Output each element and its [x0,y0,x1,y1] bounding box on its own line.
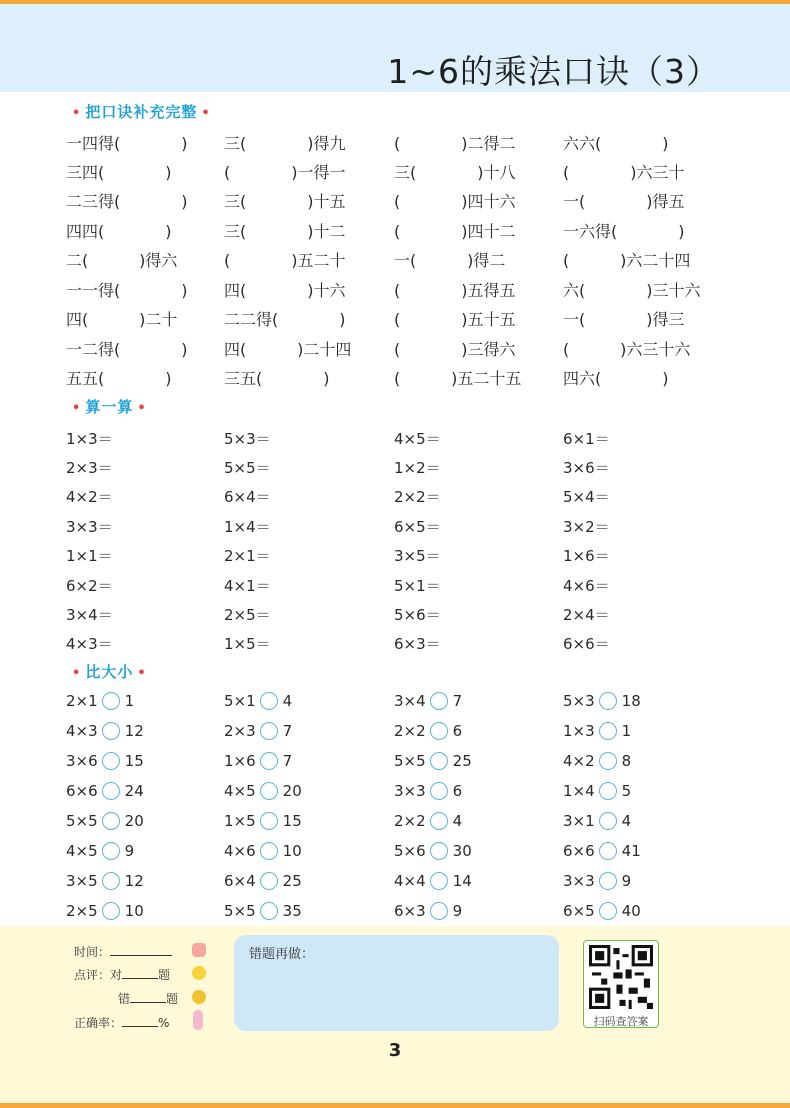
compare-left: 2×3 [224,722,256,740]
fill-item[interactable]: ( )四十二 [394,222,516,241]
wrong-label: 错 [118,992,131,1006]
compare-right: 8 [621,752,632,770]
compare-left: 1×6 [224,752,256,770]
section-compare-label: 比大小 [85,663,134,681]
calc-item[interactable]: 4×5＝ [394,430,441,448]
fill-item[interactable]: ( )二得二 [394,134,516,153]
compare-item [394,902,462,920]
compare-right: 40 [621,902,641,920]
compare-left: 2×2 [394,722,426,740]
compare-item [66,722,144,740]
page-title: 1~6的乘法口诀（3） [387,52,720,91]
compare-circle-input[interactable] [599,752,617,770]
compare-right: 4 [282,692,293,710]
calc-item[interactable]: 4×1＝ [224,577,271,595]
calc-item[interactable]: 6×1＝ [563,430,610,448]
compare-item [224,782,302,800]
accuracy-label: 正确率： [74,1016,123,1030]
compare-item [224,752,292,770]
compare-item [563,722,631,740]
bullet-dot: • [137,666,147,681]
compare-item [224,872,302,890]
compare-left: 6×5 [563,902,595,920]
section-calc-title [68,396,151,417]
fill-item[interactable]: 一六得( ) [563,222,685,241]
compare-right: 7 [452,692,463,710]
calc-item[interactable]: 5×1＝ [394,577,441,595]
compare-right: 24 [124,782,144,800]
pig-icon [192,943,206,957]
calc-item[interactable]: 6×4＝ [224,488,271,506]
fill-item[interactable]: ( )六三十 [563,163,685,182]
compare-item [224,692,292,710]
compare-left: 5×5 [66,812,98,830]
compare-item [394,812,462,830]
compare-item [66,842,134,860]
compare-item [563,752,631,770]
fill-item[interactable]: 三( )得九 [224,134,346,153]
compare-circle-input[interactable] [102,842,120,860]
fill-item[interactable]: 二( )得六 [66,251,178,270]
compare-right: 20 [282,782,302,800]
calc-item[interactable]: 2×5＝ [224,606,271,624]
fill-item[interactable]: 三四( ) [66,163,172,182]
compare-item [224,842,302,860]
retry-label: 错题再做： [249,947,315,962]
fill-item[interactable]: ( )五二十 [224,251,346,270]
fill-item[interactable]: 六六( ) [563,134,669,153]
fill-item[interactable]: ( )四十六 [394,192,516,211]
compare-item [394,872,472,890]
compare-item [563,812,631,830]
fill-item[interactable]: ( )五二十五 [394,369,522,388]
fill-item[interactable]: 三( )十五 [224,192,346,211]
compare-right: 7 [282,722,293,740]
compare-circle-input[interactable] [599,902,617,920]
fill-item[interactable]: 四六( ) [563,369,669,388]
compare-left: 3×3 [394,782,426,800]
fill-item[interactable]: 一( )得三 [563,310,685,329]
calc-item[interactable]: 1×1＝ [66,547,113,565]
compare-right: 14 [452,872,472,890]
compare-left: 4×3 [66,722,98,740]
header-banner [0,4,790,92]
compare-left: 4×5 [224,782,256,800]
calc-item[interactable]: 5×5＝ [224,459,271,477]
compare-circle-input[interactable] [599,812,617,830]
compare-circle-input[interactable] [430,842,448,860]
compare-left: 2×1 [66,692,98,710]
compare-right: 25 [452,752,472,770]
compare-item [394,842,472,860]
calc-item[interactable]: 6×6＝ [563,635,610,653]
compare-left: 3×1 [563,812,595,830]
compare-item [66,812,144,830]
compare-left: 5×5 [224,902,256,920]
compare-left: 6×3 [394,902,426,920]
calc-item[interactable]: 1×5＝ [224,635,271,653]
calc-item[interactable]: 2×1＝ [224,547,271,565]
compare-circle-input[interactable] [260,752,278,770]
fill-item[interactable]: 一二得( ) [66,340,188,359]
section-fill-label: 把口诀补充完整 [85,103,198,121]
compare-circle-input[interactable] [102,692,120,710]
calc-item[interactable]: 5×4＝ [563,488,610,506]
compare-item [66,872,144,890]
compare-item [394,692,462,710]
compare-right: 9 [124,842,135,860]
compare-right: 7 [282,752,293,770]
compare-left: 5×1 [224,692,256,710]
compare-left: 5×5 [394,752,426,770]
compare-item [394,782,462,800]
compare-item [66,782,144,800]
fill-item[interactable]: 二二得( ) [224,310,346,329]
fill-item[interactable]: 一一得( ) [66,281,188,300]
time-label: 时间： [74,945,111,959]
compare-right: 6 [452,782,463,800]
compare-right: 9 [621,872,632,890]
fill-item[interactable]: ( )六二十四 [563,251,691,270]
calc-item[interactable]: 3×5＝ [394,547,441,565]
review-label: 点评：对 [74,968,123,982]
calc-item[interactable]: 6×5＝ [394,518,441,536]
compare-left: 6×4 [224,872,256,890]
calc-item[interactable]: 4×3＝ [66,635,113,653]
compare-item [224,902,302,920]
compare-circle-input[interactable] [430,872,448,890]
sad-icon [192,990,206,1004]
correct-blank[interactable] [122,967,158,979]
compare-left: 3×6 [66,752,98,770]
compare-left: 4×6 [224,842,256,860]
fill-item[interactable]: 一( )得二 [394,251,506,270]
fill-item[interactable]: ( )三得六 [394,340,516,359]
compare-item [563,872,631,890]
compare-right: 15 [282,812,302,830]
compare-right: 6 [452,722,463,740]
calc-item[interactable]: 3×6＝ [563,459,610,477]
fill-item[interactable]: 五五( ) [66,369,172,388]
page-number: 3 [388,1040,402,1061]
bullet-dot: • [72,401,82,416]
fill-item[interactable]: 四( )二十四 [224,340,352,359]
compare-circle-input[interactable] [260,842,278,860]
ti-label: 题 [158,968,171,982]
compare-circle-input[interactable] [599,722,617,740]
calc-item[interactable]: 6×3＝ [394,635,441,653]
compare-left: 4×5 [66,842,98,860]
smile-icon [192,966,206,980]
fill-item[interactable]: 四( )十六 [224,281,346,300]
accuracy-row [74,1014,169,1031]
calc-item[interactable]: 1×6＝ [563,547,610,565]
compare-circle-input[interactable] [260,692,278,710]
fill-item[interactable]: 三( )十八 [394,163,516,182]
compare-circle-input[interactable] [599,842,617,860]
compare-circle-input[interactable] [430,812,448,830]
wrong-blank[interactable] [130,991,166,1003]
compare-right: 41 [621,842,641,860]
compare-right: 9 [452,902,463,920]
compare-item [563,692,641,710]
compare-left: 5×3 [563,692,595,710]
bottom-border [0,1103,790,1108]
fill-item[interactable]: 三五( ) [224,369,330,388]
compare-circle-input[interactable] [260,782,278,800]
retry-box[interactable] [234,935,559,1031]
compare-left: 3×3 [563,872,595,890]
compare-circle-input[interactable] [102,752,120,770]
fill-item[interactable]: ( )五十五 [394,310,516,329]
wrong-row [118,990,178,1007]
compare-circle-input[interactable] [260,722,278,740]
compare-circle-input[interactable] [430,902,448,920]
fill-item[interactable]: 三( )十二 [224,222,346,241]
calc-item[interactable]: 1×4＝ [224,518,271,536]
compare-right: 10 [282,842,302,860]
compare-left: 1×4 [563,782,595,800]
compare-item [394,722,462,740]
compare-circle-input[interactable] [102,872,120,890]
calc-item[interactable]: 1×3＝ [66,430,113,448]
compare-left: 3×5 [66,872,98,890]
calc-item[interactable]: 3×2＝ [563,518,610,536]
compare-circle-input[interactable] [102,812,120,830]
compare-circle-input[interactable] [599,872,617,890]
time-blank[interactable] [110,944,172,956]
compare-right: 12 [124,872,144,890]
rabbit-icon [193,1010,203,1030]
section-calc-label: 算一算 [85,398,134,416]
ti-label: 题 [166,992,179,1006]
calc-item[interactable]: 2×2＝ [394,488,441,506]
compare-right: 15 [124,752,144,770]
calc-item[interactable]: 5×3＝ [224,430,271,448]
compare-circle-input[interactable] [430,692,448,710]
qr-label: 扫码查答案 [593,1015,649,1028]
calc-item[interactable]: 1×2＝ [394,459,441,477]
compare-left: 2×5 [66,902,98,920]
compare-item [224,722,292,740]
accuracy-blank[interactable] [122,1015,158,1027]
compare-circle-input[interactable] [260,872,278,890]
percent-label: % [158,1016,170,1030]
compare-circle-input[interactable] [102,782,120,800]
fill-item[interactable]: 一( )得五 [563,192,685,211]
compare-item [394,752,472,770]
fill-item[interactable]: 一四得( ) [66,134,188,153]
compare-left: 6×6 [563,842,595,860]
compare-left: 1×5 [224,812,256,830]
section-fill-title [68,101,215,122]
compare-circle-input[interactable] [430,722,448,740]
compare-right: 18 [621,692,641,710]
compare-right: 4 [452,812,463,830]
compare-item [66,902,144,920]
bullet-dot: • [137,401,147,416]
compare-circle-input[interactable] [260,812,278,830]
bullet-dot: • [72,106,82,121]
compare-left: 4×4 [394,872,426,890]
compare-right: 12 [124,722,144,740]
bullet-dot: • [72,666,82,681]
calc-item[interactable]: 4×2＝ [66,488,113,506]
fill-item[interactable]: 四四( ) [66,222,172,241]
compare-left: 6×6 [66,782,98,800]
compare-item [66,752,144,770]
compare-right: 10 [124,902,144,920]
calc-item[interactable]: 2×3＝ [66,459,113,477]
compare-right: 4 [621,812,632,830]
review-row [74,966,170,983]
compare-right: 1 [621,722,632,740]
compare-right: 35 [282,902,302,920]
fill-item[interactable]: ( )六三十六 [563,340,691,359]
compare-right: 25 [282,872,302,890]
fill-item[interactable]: 二三得( ) [66,192,188,211]
compare-circle-input[interactable] [430,752,448,770]
compare-right: 1 [124,692,135,710]
compare-circle-input[interactable] [599,692,617,710]
compare-circle-input[interactable] [430,782,448,800]
fill-item[interactable]: 六( )三十六 [563,281,701,300]
fill-item[interactable]: ( )一得一 [224,163,346,182]
compare-item [66,692,134,710]
compare-circle-input[interactable] [102,902,120,920]
compare-item [224,812,302,830]
compare-item [563,902,641,920]
compare-item [563,782,631,800]
compare-right: 30 [452,842,472,860]
compare-item [563,842,641,860]
compare-right: 5 [621,782,632,800]
calc-item[interactable]: 5×6＝ [394,606,441,624]
section-compare-title [68,661,151,682]
fill-item[interactable]: ( )五得五 [394,281,516,300]
calc-item[interactable]: 6×2＝ [66,577,113,595]
calc-item[interactable]: 3×3＝ [66,518,113,536]
fill-item[interactable]: 四( )二十 [66,310,178,329]
calc-item[interactable]: 3×4＝ [66,606,113,624]
calc-item[interactable]: 4×6＝ [563,577,610,595]
compare-circle-input[interactable] [102,722,120,740]
time-row [74,943,172,960]
qr-code-box[interactable] [583,940,659,1028]
compare-circle-input[interactable] [260,902,278,920]
bullet-dot: • [201,106,211,121]
compare-circle-input[interactable] [599,782,617,800]
compare-right: 20 [124,812,144,830]
compare-left: 1×3 [563,722,595,740]
calc-item[interactable]: 2×4＝ [563,606,610,624]
compare-left: 5×6 [394,842,426,860]
compare-left: 4×2 [563,752,595,770]
qr-code-icon [589,945,653,1009]
compare-left: 2×2 [394,812,426,830]
compare-left: 3×4 [394,692,426,710]
